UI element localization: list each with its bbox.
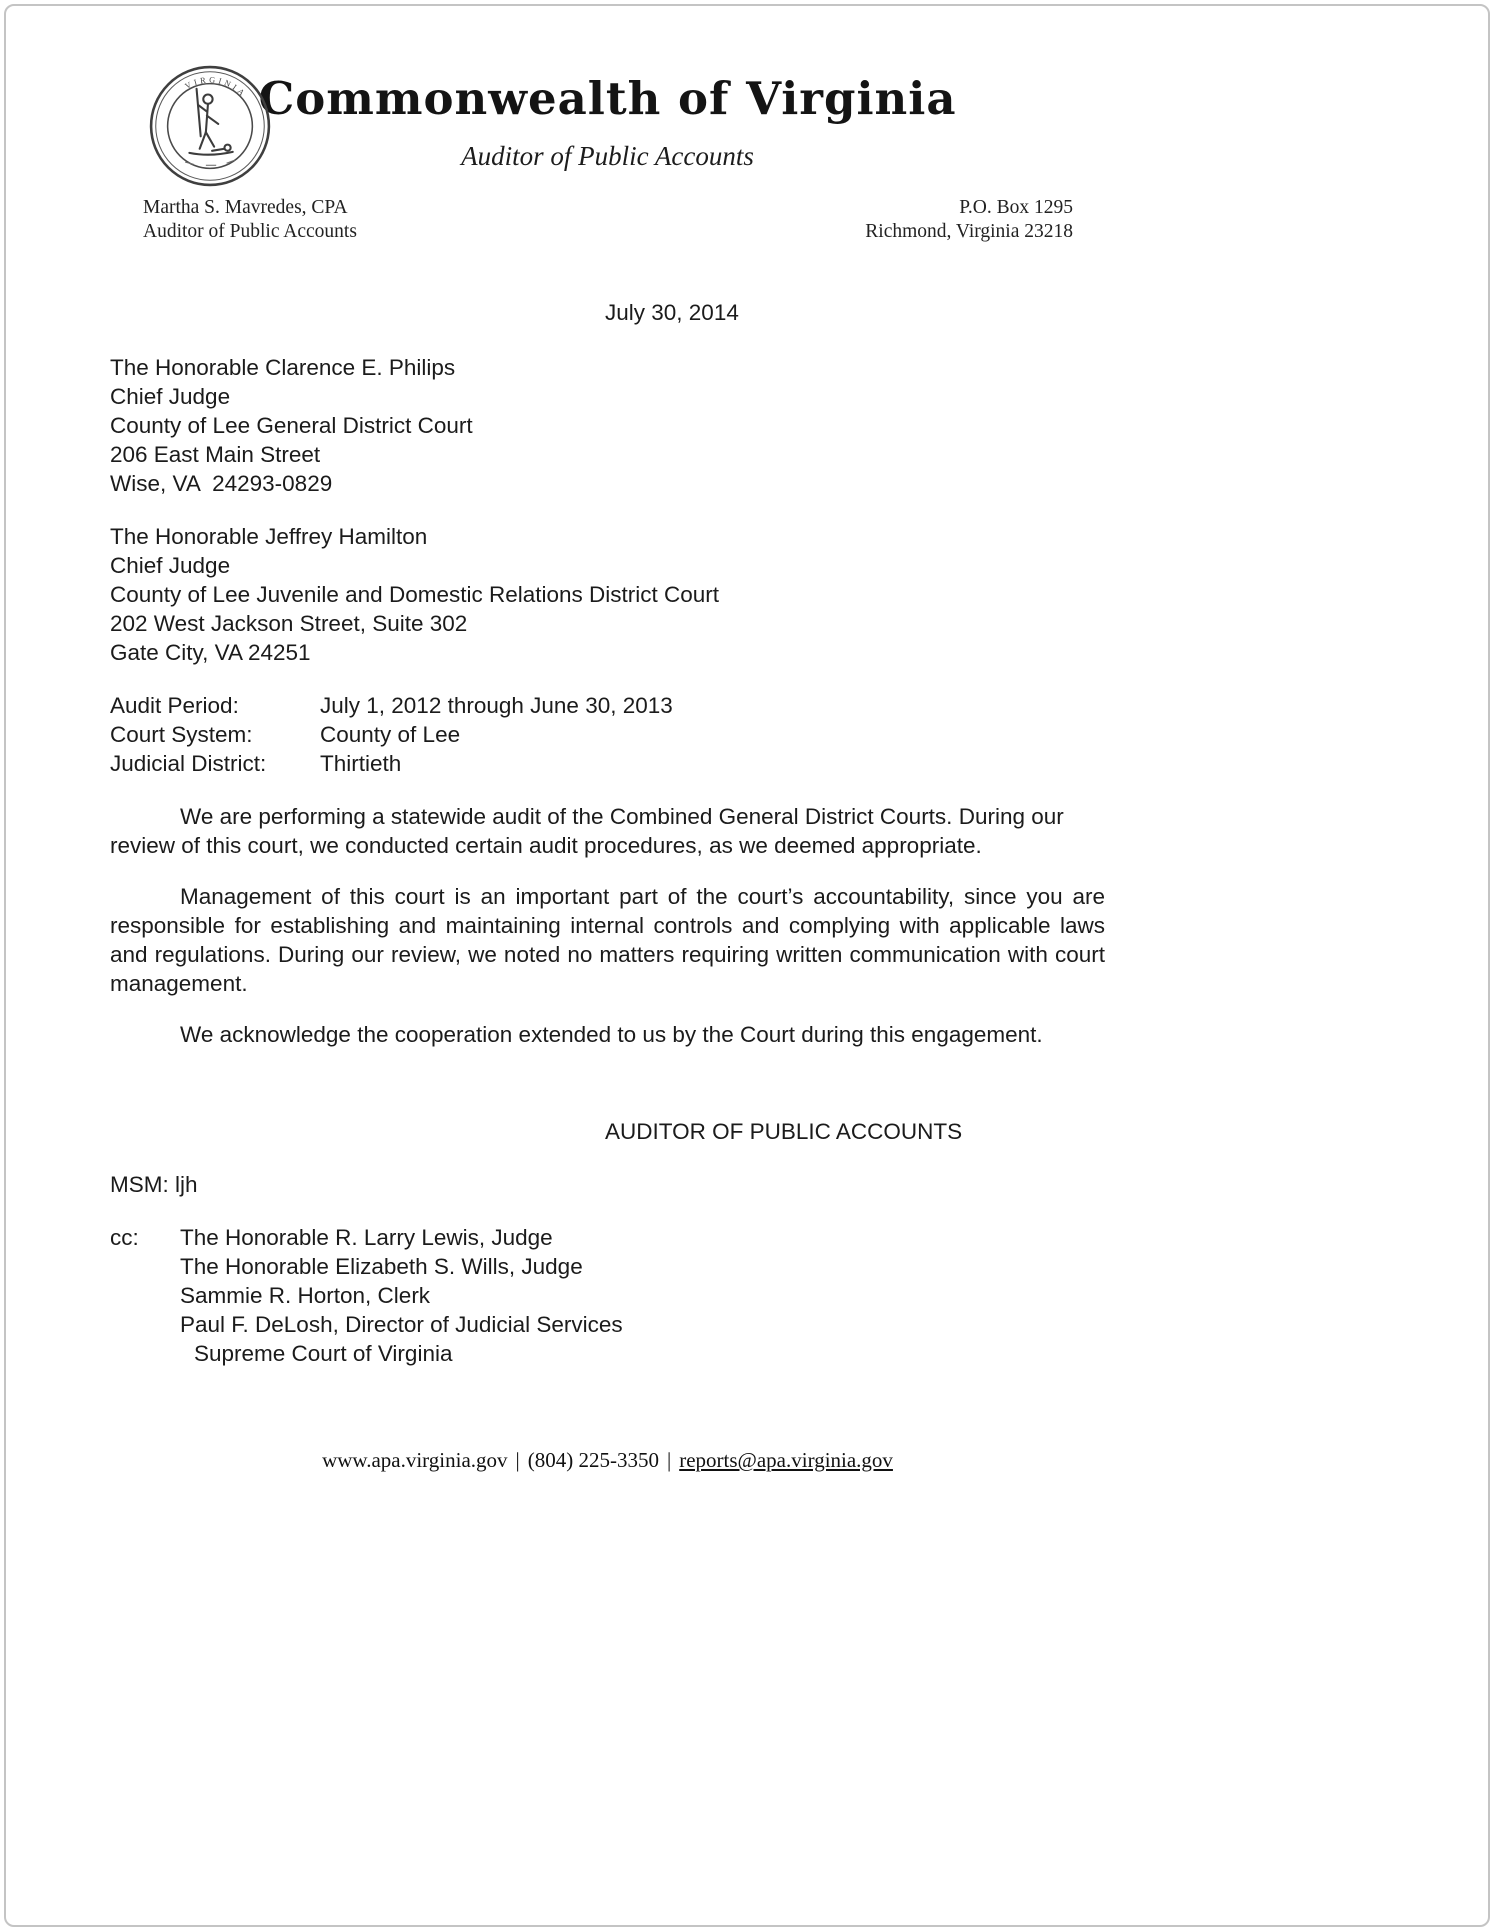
cc-item: Supreme Court of Virginia [194, 1341, 453, 1366]
cc-item: The Honorable R. Larry Lewis, Judge [180, 1225, 553, 1250]
footer-website: www.apa.virginia.gov [322, 1448, 508, 1472]
audit-period-row [110, 691, 1105, 720]
footer-phone: (804) 225-3350 [527, 1448, 659, 1472]
footer-email-link[interactable]: reports@apa.virginia.gov [679, 1448, 893, 1472]
recipient-address-1 [110, 353, 1105, 498]
paragraph-acknowledgement: We acknowledge the cooperation extended to us by the Court during this engagement. [180, 1022, 1043, 1047]
judicial-district-row [110, 749, 1105, 778]
cc-label: cc: [110, 1225, 139, 1250]
judicial-district-value: Thirtieth [320, 751, 402, 776]
po-box-line: P.O. Box 1295 [959, 197, 1073, 218]
auditor-name: Martha S. Mavredes, CPA [143, 197, 348, 218]
letter-body [110, 298, 1105, 1368]
cc-item: Paul F. DeLosh, Director of Judicial Services [180, 1312, 623, 1337]
recipient-city-state-zip: Wise, VA 24293-0829 [110, 471, 333, 496]
auditor-title: Auditor of Public Accounts [143, 221, 357, 242]
judicial-district-label: Judicial District: [110, 751, 267, 776]
cc-block [110, 1223, 1105, 1368]
reference-initials: MSM: ljh [110, 1172, 198, 1197]
court-system-row [110, 720, 1105, 749]
audit-info-block [110, 691, 1105, 778]
cc-list [180, 1223, 623, 1368]
signature-organization: AUDITOR OF PUBLIC ACCOUNTS [605, 1119, 963, 1144]
footer-separator: | [515, 1448, 520, 1472]
city-state-zip-line: Richmond, Virginia 23218 [865, 221, 1073, 242]
cc-item: Sammie R. Horton, Clerk [180, 1283, 431, 1308]
recipient-street: 206 East Main Street [110, 442, 321, 467]
recipient-street: 202 West Jackson Street, Suite 302 [110, 611, 468, 636]
recipient-name: The Honorable Jeffrey Hamilton [110, 524, 428, 549]
auditor-identity [143, 196, 357, 244]
recipient-address-2 [110, 522, 1105, 667]
recipient-court: County of Lee General District Court [110, 413, 473, 438]
court-system-value: County of Lee [320, 722, 461, 747]
letterhead [0, 0, 1494, 252]
office-address [865, 196, 1073, 244]
paragraph-management: Management of this court is an important part of the court’s accountability, since you are responsible for establishing and maintaining internal controls and complying with applicable laws and regulations. During our review, we noted no matters requiring written communication with court management. [110, 884, 1105, 996]
letter-footer [110, 1448, 1105, 1473]
paragraph-audit-scope: We are performing a statewide audit of the Combined General District Courts. During our review of this court, we conducted certain audit procedures, as we deemed appropriate. [110, 804, 1064, 858]
recipient-court: County of Lee Juvenile and Domestic Relations District Court [110, 582, 720, 607]
virginia-state-seal-icon [148, 64, 272, 188]
letterhead-contact-row [143, 196, 1073, 244]
footer-separator: | [666, 1448, 672, 1472]
audit-period-label: Audit Period: [110, 693, 239, 718]
letterhead-title: Commonwealth of Virginia [258, 72, 957, 125]
audit-period-value: July 1, 2012 through June 30, 2013 [320, 693, 673, 718]
recipient-title: Chief Judge [110, 384, 231, 409]
svg-text:VIRGINIA: VIRGINIA [183, 75, 249, 100]
recipient-city-state-zip: Gate City, VA 24251 [110, 640, 311, 665]
cc-item: The Honorable Elizabeth S. Wills, Judge [180, 1254, 583, 1279]
court-system-label: Court System: [110, 722, 253, 747]
recipient-title: Chief Judge [110, 553, 231, 578]
letterhead-subtitle: Auditor of Public Accounts [461, 141, 754, 171]
recipient-name: The Honorable Clarence E. Philips [110, 355, 456, 380]
letter-date: July 30, 2014 [605, 300, 739, 325]
